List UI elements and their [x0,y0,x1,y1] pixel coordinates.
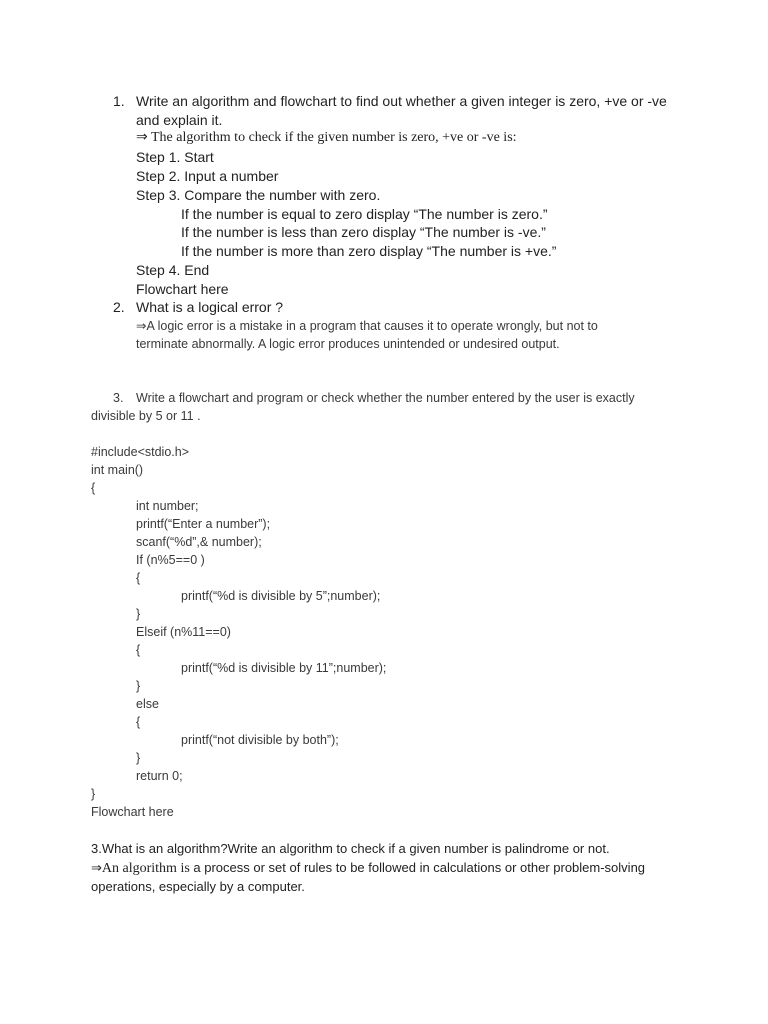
code-line: { [136,571,141,585]
q1-flowchart-placeholder: Flowchart here [136,281,229,297]
q4-answer-line1 [91,861,645,876]
code-line: } [136,607,141,621]
code-line: scanf(“%d”,& number); [136,535,262,549]
code-line: #include<stdio.h> [91,445,189,459]
code-line: else [136,697,159,711]
q1-question-line1: Write an algorithm and flowchart to find out whether a given integer is zero, +ve or -ve [136,93,667,109]
q4-answer-term: An algorithm is [101,861,190,876]
code-line: Elseif (n%11==0) [136,625,231,639]
code-line: } [136,679,141,693]
q1-question-line2: and explain it. [136,112,223,128]
q1-number: 1. [113,93,125,109]
code-line: { [136,643,141,657]
code-line: } [136,751,141,765]
q1-answer-intro: ⇒ The algorithm to check if the given number is zero, +ve or -ve is: [136,130,517,145]
q2-answer-line2: terminate abnormally. A logic error produces unintended or undesired output. [136,337,560,351]
q3-flowchart-placeholder: Flowchart here [91,805,174,819]
q4-answer-rest: a process or set of rules to be followed in calculations or other problem-solving [189,860,646,875]
q1-condition-negative: If the number is less than zero display “The number is -ve.” [181,224,546,240]
code-line: } [91,787,96,801]
q2-question: What is a logical error ? [136,299,284,315]
code-line: int number; [136,499,199,513]
code-line: printf(“%d is divisible by 11”;number); [181,661,387,675]
q3-question-line1: Write a flowchart and program or check whether the number entered by the user is exactly [136,391,635,405]
q3-number: 3. [113,391,124,405]
code-line: printf(“%d is divisible by 5”;number); [181,589,381,603]
code-line: printf(“Enter a number”); [136,517,271,531]
q4-answer-arrow: ⇒ [91,860,102,875]
code-line: return 0; [136,769,183,783]
q4-question: 3.What is an algorithm?Write an algorithm to check if a given number is palindrome or not. [91,841,610,856]
q2-number: 2. [113,299,125,315]
code-line: { [136,715,141,729]
code-line: printf(“not divisible by both”); [181,733,339,747]
q1-condition-positive: If the number is more than zero display “The number is +ve.” [181,243,557,259]
code-line: If (n%5==0 ) [136,553,205,567]
code-line: int main() [91,463,144,477]
code-line: { [91,481,96,495]
q1-condition-zero: If the number is equal to zero display “The number is zero.” [181,206,548,222]
q3-question-line2: divisible by 5 or 11 . [91,409,201,423]
q1-step4: Step 4. End [136,262,210,278]
q1-step2: Step 2. Input a number [136,168,279,184]
q1-step3: Step 3. Compare the number with zero. [136,187,381,203]
q4-answer-line2: operations, especially by a computer. [91,879,305,894]
q2-answer-line1: ⇒A logic error is a mistake in a program that causes it to operate wrongly, but not to [136,319,598,333]
q1-step1: Step 1. Start [136,149,214,165]
